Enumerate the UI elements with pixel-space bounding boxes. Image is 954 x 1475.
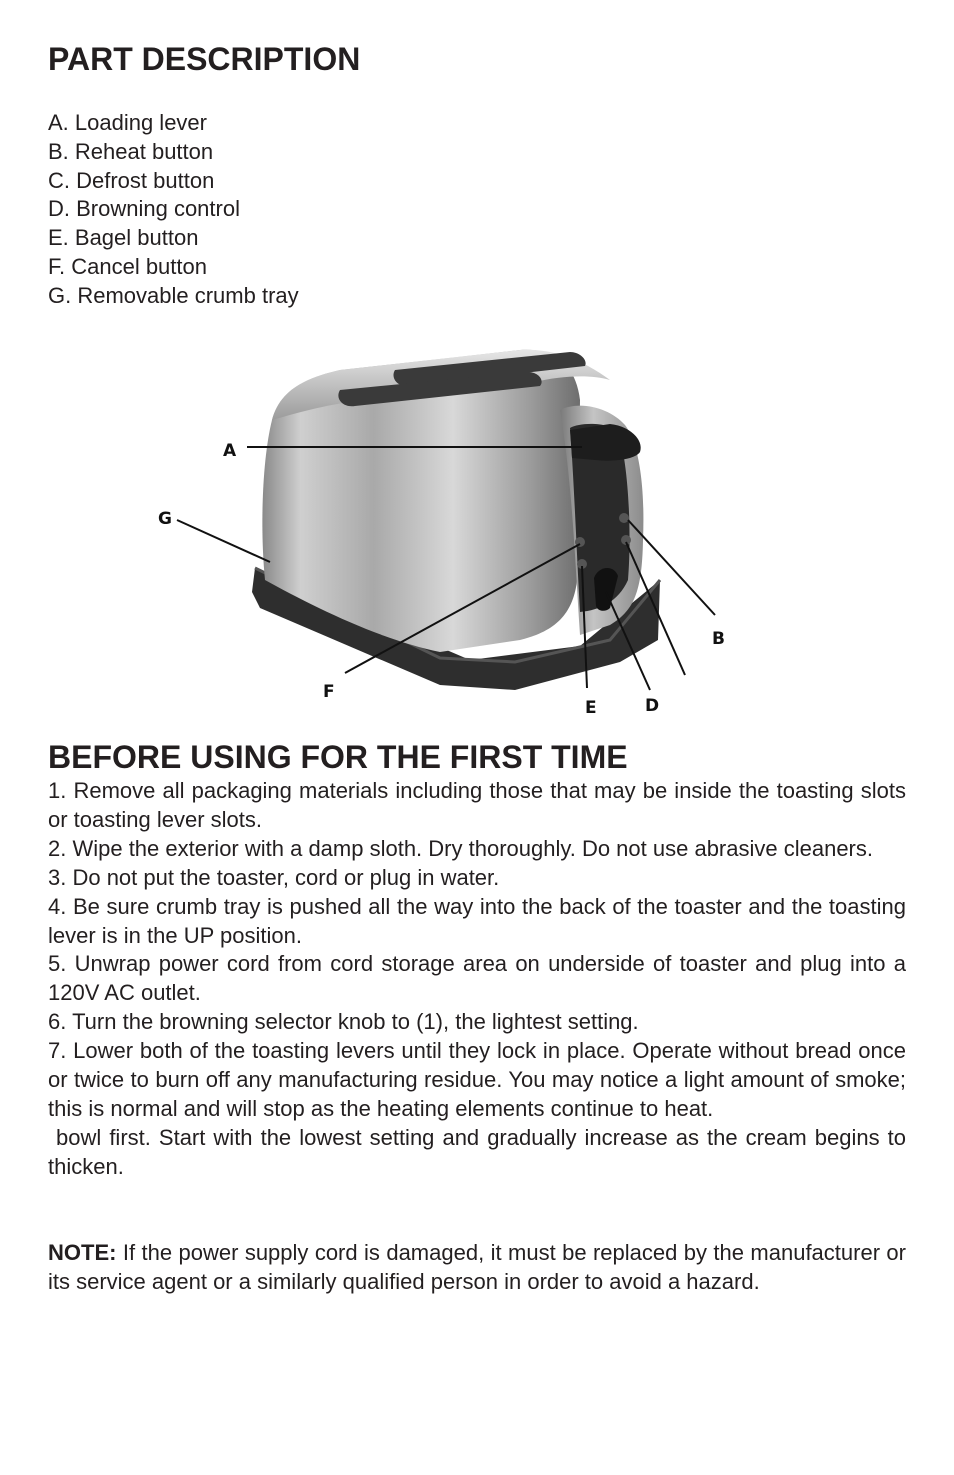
- step-1: 1. Remove all packaging materials including those that may be inside the toasting slots or toasting lever slots.: [48, 778, 906, 832]
- step-5: 5. Unwrap power cord from cord storage area on underside of toaster and plug into a 120V AC outlet.: [48, 951, 906, 1006]
- toaster-illustration: [252, 350, 660, 690]
- note-paragraph: [48, 1239, 906, 1297]
- part-item-d: D. Browning control: [48, 196, 240, 222]
- callout-e: E: [585, 698, 597, 718]
- note-text: If the power supply cord is damaged, it must be replaced by the manufacturer or its service agent or a similarly qualified person in order to avoid a hazard.: [48, 1240, 906, 1294]
- callout-g: G: [158, 509, 172, 529]
- part-item-f: F. Cancel button: [48, 253, 207, 279]
- step-3: 3. Do not put the toaster, cord or plug in water.: [48, 864, 500, 890]
- callout-d: D: [645, 696, 660, 716]
- part-item-e: E. Bagel button: [48, 225, 199, 251]
- callout-f: F: [323, 682, 335, 702]
- step-7: 7. Lower both of the toasting levers until they lock in place. Operate without bread once or twice to burn off any manufacturing residue. You may notice a light amount of smoke; this is normal and will stop as the heating elements continue to heat.: [48, 1038, 906, 1121]
- note-label: NOTE:: [48, 1240, 117, 1265]
- part-description-title: PART DESCRIPTION: [48, 41, 361, 77]
- step-4: 4. Be sure crumb tray is pushed all the way into the back of the toaster and the toasting lever is in the UP position.: [48, 893, 906, 948]
- step-2: 2. Wipe the exterior with a damp sloth. Dry thoroughly. Do not use abrasive cleaners.: [48, 835, 873, 861]
- step-6: 6. Turn the browning selector knob to (1), the lightest setting.: [48, 1009, 639, 1035]
- parts-list: [48, 109, 299, 311]
- part-item-c: C. Defrost button: [48, 167, 215, 193]
- toaster-diagram: [140, 340, 740, 725]
- part-item-g: G. Removable crumb tray: [48, 282, 299, 308]
- callout-b: B: [712, 629, 725, 649]
- part-item-b: B. Reheat button: [48, 138, 214, 164]
- first-use-title: BEFORE USING FOR THE FIRST TIME: [48, 739, 628, 775]
- step-fragment: bowl first. Start with the lowest setting and gradually increase as the cream begins to thicken.: [48, 1124, 906, 1179]
- part-item-a: A. Loading lever: [48, 110, 207, 135]
- callout-a: A: [223, 441, 237, 461]
- first-use-steps: [48, 777, 906, 1182]
